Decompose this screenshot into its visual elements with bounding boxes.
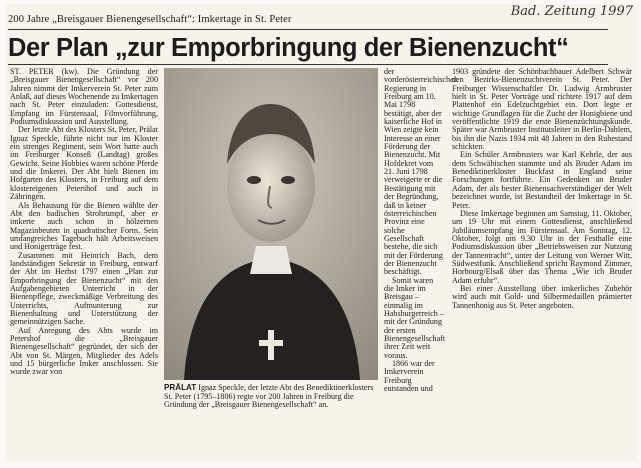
divider bbox=[8, 64, 608, 65]
paragraph: Auf Anregung des Abts wurde im Petershof die „Breisgauer Bienengesellschaft“ gegründet, der sich der Abt von St. Märgen, Mitglieder des Adels und 15 bürgerliche Imker anschlossen. Sie wurde zwar von bbox=[10, 325, 158, 377]
paragraph: Somit waren die Imker im Breisgau – einmalig im Habsburgerreich – mit der Gründung der ersten Bienengesellschaft ihrer Zeit weit voraus. bbox=[384, 275, 446, 360]
kicker: 200 Jahre „Breisgauer Bienengesellschaft“: Imkertage in St. Peter bbox=[8, 14, 292, 25]
paragraph: ST. PETER (kw). Die Gründung der „Breisgauer Bienengesellschaft“ vor 200 Jahren nimmt der Imkerverein St. Peter zum Anlaß, auf dieses Wochenende zu Imkertagen nach St. Peter einzuladen: Gottesdienst, Empfang im Fürstensaal, Filmvorführung, Podiumsdiskussion und Ausstellung. bbox=[10, 67, 158, 127]
paragraph: 1903 gründete der Schönbachbauer Adelbert Schwär den Bezirks-Bienenzuchtverein St. Peter. Der Freiburger Wissenschaftler Dr. Ludwig Armbruster hielt in St. Peter Vorträge und richtete 1917 auf dem Plattenhof ein Edelzuchtgebiet ein. Dort legte er wichtige Grundlagen für die Zucht der Honigbiene und veröffentlichte 1919 die erste Bienenzüchtungskunde. Später war Armbruster Institutsleiter in Berlin-Dahlem, bis ihn die Nazis 1934 mit 48 Jahren in den Ruhestand schickten. bbox=[452, 67, 632, 152]
paragraph: Ein Schüler Armbrusters war Karl Kehrle, der aus dem Schwäbischen stammte und als Bruder Adam im Benediktinerkloster Buckfast in England seine Forschungen fortführte. Ein Gedenken an Bruder Adam, der als bester Bienensachverständiger der Welt bezeichnet wurde, ist Bestandteil der Imkertage in St. Peter. bbox=[452, 150, 632, 210]
paragraph: Als Behausung für die Bienen wählte der Abt den badischen Strohrumpf, aber er imkerte auch schon in hölzernen Magazinbeuten in quadratischer Form. Sein umfangreiches Tagebuch hält Arbeitsweisen und Honigerträge fest. bbox=[10, 200, 158, 252]
caption-lead: PRÄLAT bbox=[164, 383, 197, 392]
paragraph: Der letzte Abt des Klosters St. Peter, Prälat Ignaz Speckle, führte nicht nur im Kloster ein strenges Regiment, sein Wort hatte auch im Freiburger Konseß (Landtag) großes Gewicht. Seine Hobbies waren schöne Pferde und die Imkerei. Der Abt hielt Bienen im Hofgarten des Klosters, in Freiburg auf dem klostereigenen Petershof und auch in Zähringen. bbox=[10, 125, 158, 202]
portrait-photo bbox=[164, 68, 378, 380]
headline: Der Plan „zur Emporbringung der Bienenzucht“ bbox=[8, 34, 569, 62]
caption-text: Ignaz Speckle, der letzte Abt des Benediktinerklosters St. Peter (1795–1806) regte vor 200 Jahren in Freiburg die Gründung der „Breisgauer Bienengesellschaft“ an. bbox=[164, 383, 374, 410]
paragraph: der vorderösterreichischen Regierung in Freiburg am 10. Mai 1798 bestätigt, aber der kaiserliche Hof in Wien zeigte kein Interesse an einer Förderung der Bienenzucht. Mit Hofdekret vom 21. Juni 1798 verweigerte er die Bestätigung mit der Begründung, daß in keiner österreichischen Provinz eine solche Gesellschaft bestehe, die sich mit der Förderung der Bienenzucht beschäftigt. bbox=[384, 67, 458, 277]
paragraph: Diese Imkertage beginnen am Samstag, 11. Oktober, um 19 Uhr mit einem Gottesdienst, anschließend Jubiläumsempfang im Fürstensaal. Am Sonntag, 12. Oktober, folgt um 9.30 Uhr in der Festhalle eine Podiumsdiskussion über „Betriebsweisen zur Nutzung der Tannentracht“, unter der Leitung von Werner Witt, Südwestfunk. Anschließend spricht Raymond Zimmer, Horbourg/Elsaß über das Thema „Wie ich Bruder Adam erfuhr“. bbox=[452, 208, 632, 285]
article-column-2 bbox=[384, 67, 458, 454]
handwritten-note: Bad. Zeitung 1997 bbox=[510, 4, 633, 19]
article-column-1 bbox=[10, 68, 158, 454]
abbot-portrait-image bbox=[164, 68, 378, 380]
paragraph: Bei einer Ausstellung über imkerliches Zubehör wird auch mit Gold- und Silbermedaillen prämierter Tannenhonig aus St. Peter angeboten. bbox=[452, 283, 632, 310]
photo-caption bbox=[164, 384, 378, 410]
article-column-3 bbox=[452, 68, 632, 454]
divider bbox=[8, 29, 608, 30]
paragraph: 1866 war der Imkerverein Freiburg entstanden und bbox=[384, 359, 435, 394]
paragraph: Zusammen mit Heinrich Bach, dem landständigen Sekretär in Freiburg, entwarf der Abt im Herbst 1797 einen „Plan zur Emporbringung der Bienenzucht“ mit den Aufgabengebieten Unterricht in der Bienenpflege, zweckmäßige Verbreitung des Unterrichts, Aufmunterung zur Bienenhaltung und Unterstützung der gemeinnützigen Sache. bbox=[10, 250, 158, 327]
